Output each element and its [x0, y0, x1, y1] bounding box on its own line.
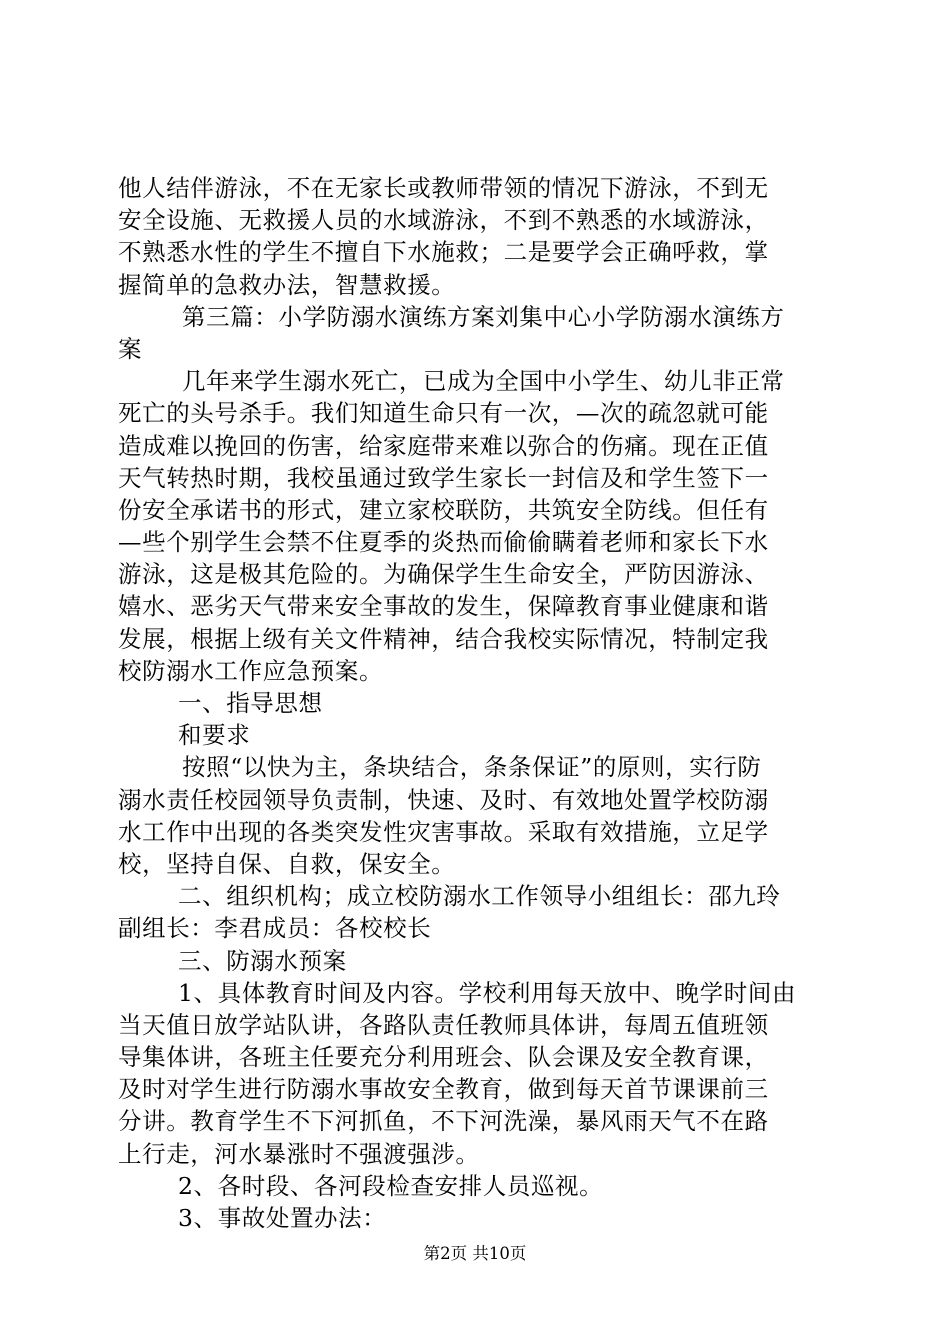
text-line: 溺水责任校园领导负责制，快速、及时、有效地处置学校防溺: [118, 785, 769, 814]
page-footer: [0, 1244, 950, 1264]
text-line: 副组长：李君成员：各校校长: [118, 914, 432, 943]
text-line: 上行走，河水暴涨时不强渡强涉。: [118, 1139, 480, 1168]
text-line: 水工作中出现的各类突发性灾害事故。采取有效措施，立足学: [118, 817, 769, 846]
text-line: 1、具体教育时间及内容。学校利用每天放中、晚学时间由: [178, 978, 797, 1007]
text-line: 及时对学生进行防溺水事故安全教育，做到每天首节课课前三: [118, 1075, 769, 1104]
text-line: 握简单的急救办法，智慧救援。: [118, 270, 456, 299]
text-line: 游泳，这是极其危险的。为确保学生生命安全，严防因游泳、: [118, 560, 769, 589]
text-line: 校，坚持自保、自救，保安全。: [118, 849, 456, 878]
text-line: 案: [118, 334, 143, 363]
page-number: 第2页 共10页: [423, 1244, 527, 1263]
text-line: 份安全承诺书的形式，建立家校联防，共筑安全防线。但任有: [118, 495, 769, 524]
document-body: [118, 172, 832, 1234]
text-line: 按照“以快为主，条块结合，条条保证”的原则，实行防: [182, 753, 762, 782]
text-line: 天气转热时期，我校虽通过致学生家长一封信及和学生签下一: [118, 463, 769, 492]
text-line: 和要求: [178, 721, 251, 750]
text-line: 他人结伴游泳，不在无家长或教师带领的情况下游泳，不到无: [118, 174, 769, 202]
text-line: 几年来学生溺水死亡，已成为全国中小学生、幼儿非正常: [182, 367, 785, 396]
text-line: 2、各时段、各河段检查安排人员巡视。: [178, 1171, 604, 1200]
text-line: 死亡的头号杀手。我们知道生命只有一次，—次的疏忽就可能: [118, 399, 769, 428]
text-line: 造成难以挽回的伤害，给家庭带来难以弥合的伤痛。现在正值: [118, 431, 769, 460]
text-line: 嬉水、恶劣天气带来安全事故的发生，保障教育事业健康和谐: [118, 592, 769, 621]
text-line: —些个别学生会禁不住夏季的炎热而偷偷瞒着老师和家长下水: [118, 528, 769, 557]
text-line: 安全设施、无救援人员的水域游泳，不到不熟悉的水域游泳，: [118, 206, 769, 235]
section-heading: 一、指导思想: [178, 689, 323, 717]
text-line: 当天值日放学站队讲，各路队责任教师具体讲，每周五值班领: [118, 1010, 769, 1039]
section-heading: 二、组织机构；成立校防溺水工作领导小组组长：邵九玲: [178, 882, 781, 911]
text-line: 导集体讲，各班主任要充分利用班会、队会课及安全教育课，: [118, 1043, 769, 1072]
text-line: 发展，根据上级有关文件精神，结合我校实际情况，特制定我: [118, 624, 769, 653]
text-line: 3、事故处置办法：: [178, 1204, 387, 1232]
section-heading: 第三篇：小学防溺水演练方案刘集中心小学防溺水演练方: [182, 302, 785, 331]
text-line: 校防溺水工作应急预案。: [118, 656, 384, 685]
text-line: 分讲。教育学生不下河抓鱼，不下河洗澡，暴风雨天气不在路: [118, 1107, 769, 1136]
text-line: 不熟悉水性的学生不擅自下水施救；二是要学会正确呼救，掌: [118, 238, 769, 267]
section-heading: 三、防溺水预案: [178, 946, 347, 975]
